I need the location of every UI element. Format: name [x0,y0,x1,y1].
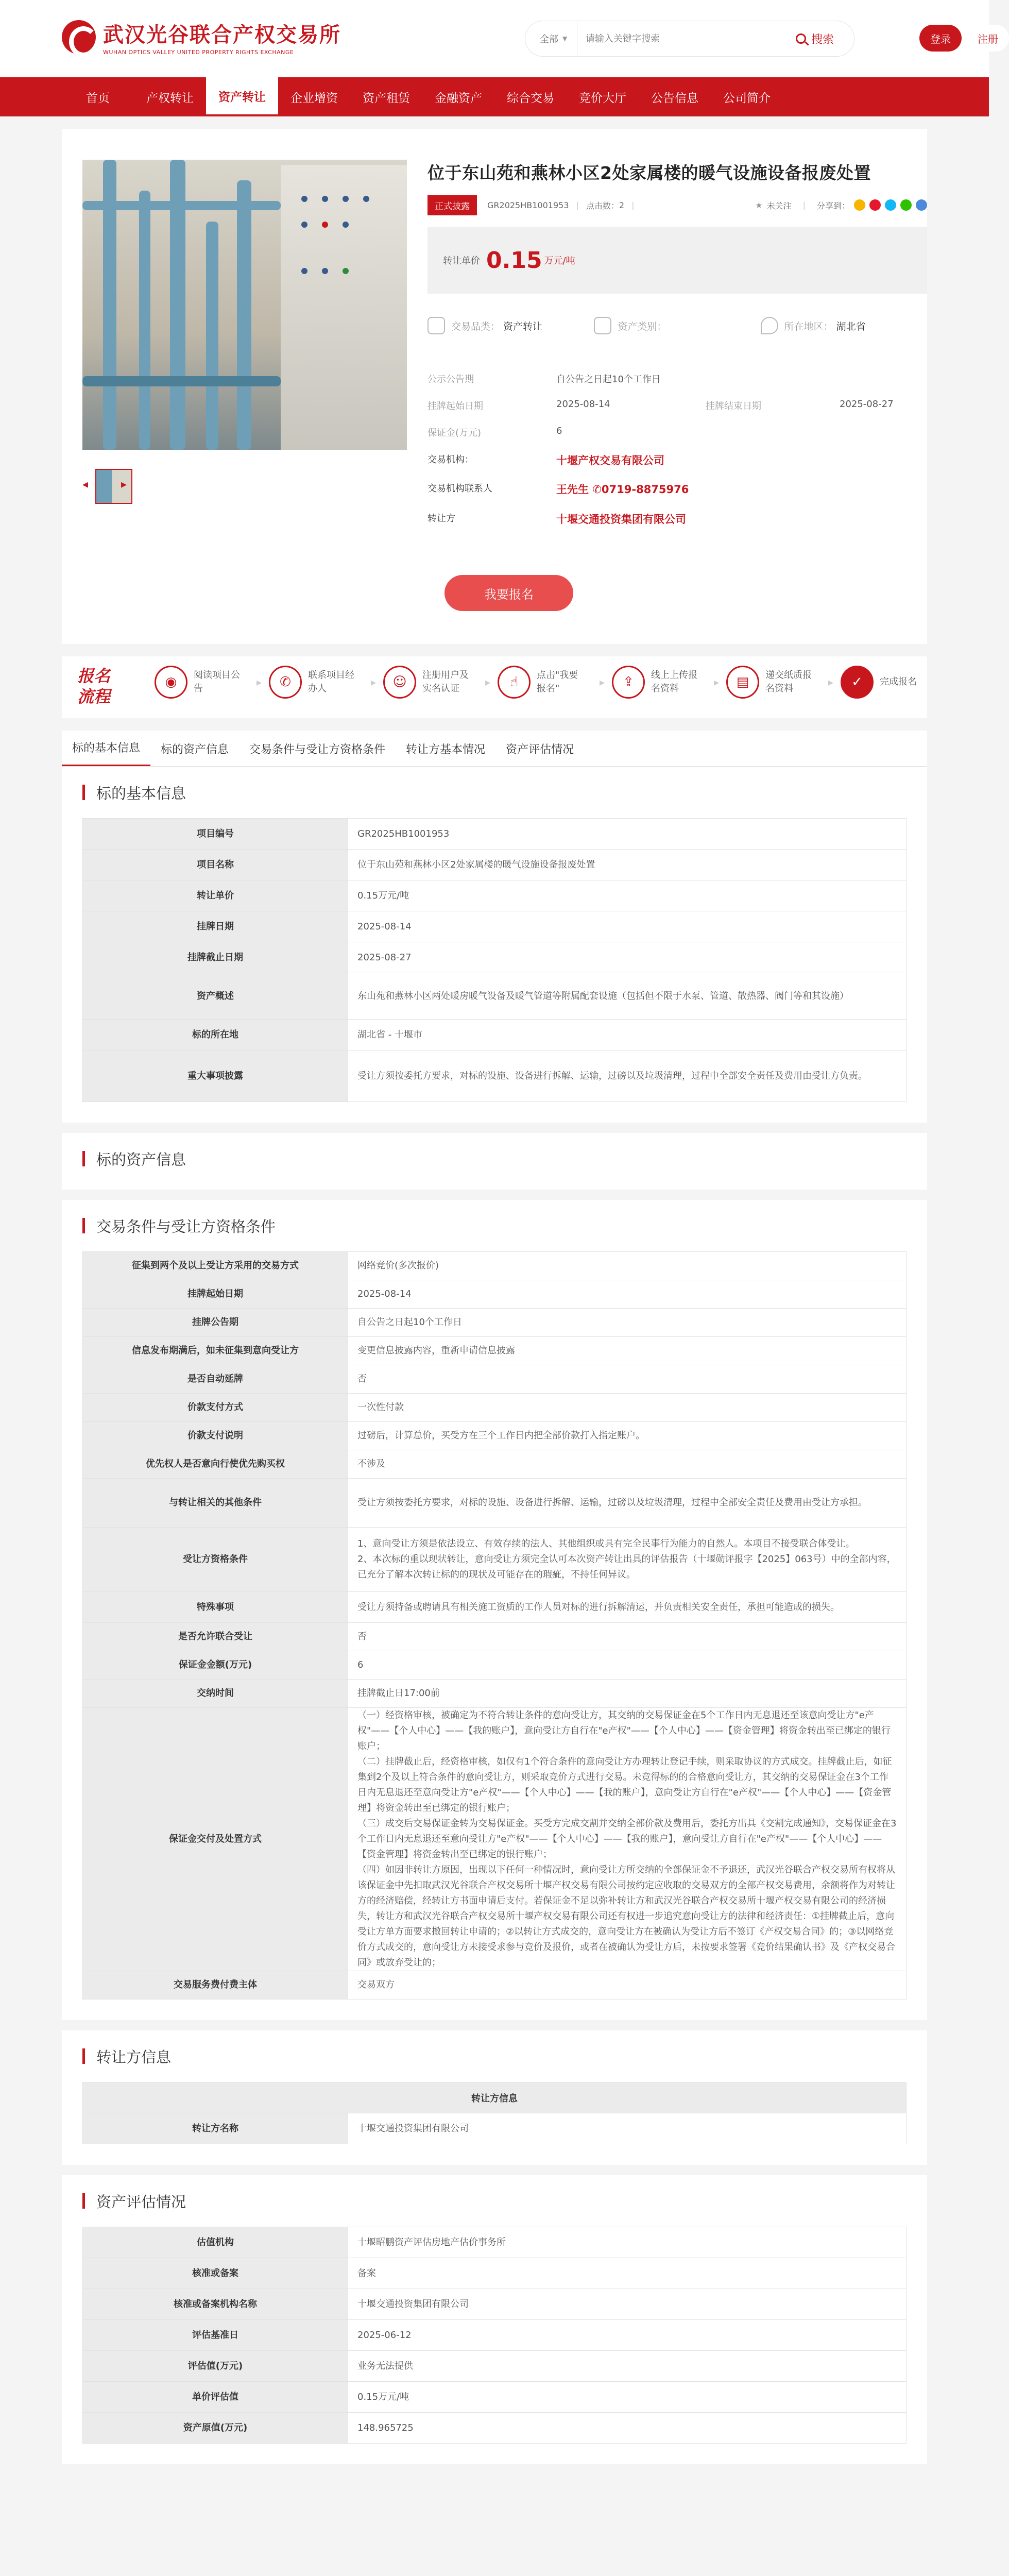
tab-item[interactable]: 交易条件与受让方资格条件 [249,743,386,756]
row-value: 0.15万元/吨 [348,880,907,911]
row-value: GR2025HB1001953 [348,819,907,850]
share-qq-icon[interactable] [885,199,896,211]
section-title: 标的基本信息 [96,784,186,802]
row-label: 评估基准日 [83,2320,348,2351]
section-title: 标的资产信息 [96,1150,186,1168]
search-bar [525,21,854,57]
trade-org-row: 交易机构： 十堰产权交易有限公司 [427,454,664,467]
row-value: 受让方须按委托方要求，对标的设施、设备进行拆解、运输，过磅以及垃圾清理，过程中全部安全责任及费用由受让方承担。 [348,1479,907,1528]
row-label: 优先权人是否意向行使优先购买权 [83,1450,348,1479]
nav-item[interactable]: 公告信息 [651,91,698,105]
section-evaluation [62,2175,927,2464]
project-main-photo[interactable] [82,160,407,450]
row-value: 备案 [348,2258,907,2289]
top-header [0,0,998,77]
row-label: 挂牌起始日期 [83,1280,348,1309]
price-box [427,227,927,294]
check-icon: ✓ [841,666,874,699]
row-value: 2025-08-27 [348,942,907,973]
nav-item[interactable]: 资产租赁 [363,91,410,105]
eye-icon: ◉ [155,666,187,699]
row-label: 项目编号 [83,819,348,850]
arrow-right-icon: ▸ [256,676,262,688]
table-row [83,1592,907,1623]
nav-item[interactable]: 企业增资 [290,91,338,105]
flow-step-label: 递交纸质报名资料 [765,670,812,694]
table-row [83,1971,907,1999]
table-row [83,2320,907,2351]
table-row [83,1309,907,1337]
row-value: 业务无法提供 [348,2351,907,2382]
row-value: 2025-06-12 [348,2320,907,2351]
project-detail-card [62,129,927,644]
row-label: 估值机构 [83,2227,348,2258]
flow-step-label: 完成报名 [880,676,917,687]
row-label: 价款支付方式 [83,1394,348,1422]
user-register-icon: ☺ [383,666,416,699]
row-label: 保证金金额(万元) [83,1651,348,1680]
share-label: 分享到： [816,200,850,211]
row-value: 东山苑和燕林小区两处暖房暖气设备及暖气管道等附属配套设施（包括但不限于水泵、管道、散热器、阀门等和其设施） [348,973,907,1020]
row-label: 交纳时间 [83,1680,348,1708]
table-row [83,1020,907,1050]
table-row [83,1337,907,1365]
row-value: （一）经资格审核，被确定为不符合转让条件的意向受让方，其交纳的交易保证金在5个工作日内无息退还至该意向受让方"e产权"——【个人中心】——【我的账户】，意向受让方自行在"e产权"——【个人中心】——【资金管理】将资金转出至已绑定的银行账户； （二）挂牌截止后，经资格审核，如仅有1个符合条件的意向受让方办理转让登记手续，则采取协议的方式成交。挂牌截止后，如征集到2个及以上符合条件的意向受让方，则采取竞价方式进行交易。未竞得标的的合格意向受让方，其交纳的交易保证金在3个工作日内无息退还至意向受让方"e产权"——【个人中心】——【我的账户】，意向受让方自行在"e产权"——【个人中心】——【资金管理】将资金转出至已绑定的银行账户； （三）成交后交易保证金转为交易保证金。买受方完成交割并交纳全部价款及费用后，委托方出具《交割完成通知》，交易保证金在3个工作日内无息退还至意向受让方"e产权"——【个人中心】——【我的账户】，意向受让方自行在"e产权"——【个人中心】——【资金管理】将资金转出至已绑定的银行账户； （四）如因非转让方原因，出现以下任何一种情况时，意向受让方所交纳的全部保证金不予退还，武汉光谷联合产权交易所有权将从该保证金中先扣取武汉光谷联合产权交易所十堰产权交易有限公司按约定应收取的交易双方的全部产权交易费用，余额将作为对转让方的经济赔偿，经转让方书面申请后支付。若保证金不足以弥补转让方和武汉光谷联合产权交易所十堰产权交易有限公司的经济损失，转让方和武汉光谷联合产权交易所十堰产权交易有限公司还有权进一步追究意向受让方的法律和经济责任：①挂牌截止后，意向受让方单方面要求撤回转让申请的；②以转让方式成交的，意向受让方在被确认为受让方后不签订《产权交易合同》的；③以网络竞价方式成交的，意向受让方未接受求参与竞价及报价，或者在被确认为受让方后，未按要求签署《竞价结果确认书》及《产权交易合同》或放弃受让的； [348,1708,907,1971]
tab-item[interactable]: 标的资产信息 [161,743,229,756]
contact-phone[interactable]: 0719-8875976 [601,483,689,496]
table-row [83,1623,907,1651]
table-row [83,850,907,880]
main-nav [0,77,989,116]
row-value: 2025-08-14 [348,911,907,942]
apply-button[interactable]: 我要报名 [444,575,573,611]
search-category-select[interactable]: 全部 ▼ [540,34,568,45]
seller-table-header: 转让方信息 [83,2082,907,2113]
flow-step-label: 注册用户及实名认证 [422,670,469,694]
row-label: 单价评估值 [83,2382,348,2413]
flow-step [269,666,383,699]
project-title: 位于东山苑和燕林小区2处家属楼的暖气设施设备报废处置 [427,163,871,183]
section-title: 交易条件与受让方资格条件 [96,1217,276,1235]
row-value: 否 [348,1365,907,1394]
seller-table [82,2082,907,2144]
row-label: 保证金交付及处置方式 [83,1708,348,1971]
row-label: 挂牌日期 [83,911,348,942]
table-row [83,911,907,942]
nav-item[interactable]: 资产转让 [206,77,278,116]
table-row [83,1050,907,1102]
row-label: 资产原值(万元) [83,2413,348,2444]
tab-item[interactable]: 转让方基本情况 [406,743,486,756]
row-value: 十堰交通投资集团有限公司 [348,2113,907,2144]
basic-info-table [82,818,907,1102]
row-label: 资产概述 [83,973,348,1020]
location-pin-icon [761,317,778,334]
thumb-prev-arrow-icon[interactable]: ◂ [82,478,89,491]
row-value: 2025-08-14 [348,1280,907,1309]
flow-step-label: 点击"我要报名" [537,670,578,694]
row-value: 位于东山苑和燕林小区2处家属楼的暖气设施设备报废处置 [348,850,907,880]
table-row [83,819,907,850]
flow-step [155,666,269,699]
flow-step [383,666,498,699]
asset-type-icon [594,317,611,334]
row-value: 否 [348,1623,907,1651]
row-value: 6 [348,1651,907,1680]
arrow-right-icon: ▸ [370,676,376,688]
row-value: 受让方须持备或聘请具有相关施工资质的工作人员对标的进行拆解清运，并负责相关安全责任，承担可能造成的损失。 [348,1592,907,1623]
row-label: 价款支付说明 [83,1422,348,1450]
row-label: 挂牌截止日期 [83,942,348,973]
region-value: 湖北省 [836,320,866,332]
table-row [83,942,907,973]
flow-step [612,666,726,699]
arrow-right-icon: ▸ [485,676,490,688]
table-row [83,1422,907,1450]
follow-button[interactable]: 未关注 [766,200,792,211]
row-value: 十堰昭鹏资产评估房地产估价事务所 [348,2227,907,2258]
clicks-label: 点击数： [586,200,619,211]
price-unit: 万元/吨 [544,256,575,266]
row-value: 受让方须按委托方要求，对标的设施、设备进行拆解、运输，过磅以及垃圾清理，过程中全部安全责任及费用由受让方负责。 [348,1050,907,1102]
paper-icon: ▤ [726,666,759,699]
flow-step-label: 联系项目经办人 [308,670,354,694]
row-label: 挂牌公告期 [83,1309,348,1337]
evaluation-table [82,2227,907,2444]
row-value: 一次性付款 [348,1394,907,1422]
table-row [83,1365,907,1394]
tab-item[interactable]: 资产评估情况 [506,743,574,756]
seller-row: 转让方 十堰交通投资集团有限公司 [427,513,686,526]
arrow-right-icon: ▸ [828,676,833,688]
row-value: 十堰交通投资集团有限公司 [348,2289,907,2320]
table-row [83,2351,907,2382]
row-label: 核准或备案 [83,2258,348,2289]
table-row [83,2289,907,2320]
logo-title: 武汉光谷联合产权交易所 [103,23,341,47]
section-basic-info [62,767,927,1123]
thumb-next-arrow-icon[interactable]: ▸ [121,478,127,491]
contact-name: 王先生 [556,483,589,496]
trade-conditions-table [82,1251,907,1999]
row-value: 不涉及 [348,1450,907,1479]
trade-category-icon [427,317,445,334]
photo-thumbnail[interactable] [95,469,132,504]
listing-dates-row: 挂牌起始日期 2025-08-14 挂牌结束日期 2025-08-27 [427,399,894,412]
logo-mark-icon [62,20,96,54]
row-label: 标的所在地 [83,1020,348,1050]
table-row [83,1680,907,1708]
table-row [83,2113,907,2144]
table-row [83,1479,907,1528]
nav-item[interactable]: 首页 [86,91,110,105]
content-tabs [62,731,927,767]
row-label: 核准或备案机构名称 [83,2289,348,2320]
price-label: 转让单价 [443,256,480,266]
table-row [83,1528,907,1592]
row-label: 是否允许联合受让 [83,1623,348,1651]
tab-item[interactable]: 标的基本信息 [62,739,150,766]
photo-thumbnails [82,464,407,510]
price-value: 0.15 [486,247,542,274]
click-icon: ☝ [498,666,531,699]
register-button[interactable]: 注册 [967,25,1009,52]
chevron-down-icon: ▼ [562,35,568,42]
row-value: 挂牌截止日17:00前 [348,1680,907,1708]
flow-step [841,666,955,699]
flow-step [726,666,841,699]
share-wechat-icon[interactable] [900,199,912,211]
star-icon[interactable]: ★ [755,200,763,210]
arrow-right-icon: ▸ [599,676,605,688]
row-label: 特殊事项 [83,1592,348,1623]
row-value: 148.965725 [348,2413,907,2444]
table-row [83,2258,907,2289]
status-badge: 正式披露 [427,195,477,215]
search-input[interactable] [577,21,776,56]
table-row [83,2413,907,2444]
row-label: 评估值(万元) [83,2351,348,2382]
category-row: 交易品类： 资产转让 资产类别： 所在地区： 湖北省 [427,317,927,334]
share-weibo-icon[interactable] [869,199,881,211]
search-button[interactable]: 搜索 [776,21,854,56]
login-button[interactable]: 登录 [919,25,962,52]
section-title: 转让方信息 [96,2048,172,2066]
nav-item[interactable]: 公司简介 [723,91,771,105]
row-value: 过磅后，计算总价，买受方在三个工作日内把全部价款打入指定账户。 [348,1422,907,1450]
clicks-count: 2 [619,200,625,210]
table-row [83,1394,907,1422]
row-label: 转让方名称 [83,2113,348,2144]
project-meta: 正式披露 GR2025HB1001953 | 点击数： 2 | ★ 未关注 | 分享到： [427,195,927,215]
table-row [83,2227,907,2258]
row-value: 0.15万元/吨 [348,2382,907,2413]
flow-step [498,666,612,699]
section-title: 资产评估情况 [96,2193,186,2211]
row-value: 网络竞价(多次报价) [348,1252,907,1280]
nav-item[interactable]: 综合交易 [507,91,554,105]
search-icon [796,33,806,44]
phone-icon: ✆ [269,666,302,699]
logo-subtitle: WUHAN OPTICS VALLEY UNITED PROPERTY RIGHTS EXCHANGE [103,49,294,56]
row-label: 转让单价 [83,880,348,911]
table-row [83,880,907,911]
table-row [83,1252,907,1280]
flow-label: 报名 流程 [77,666,111,706]
nav-item[interactable]: 金融资产 [435,91,482,105]
site-logo[interactable] [62,19,341,56]
row-label: 项目名称 [83,850,348,880]
row-value: 自公告之日起10个工作日 [348,1309,907,1337]
phone-icon: ✆ [592,483,602,496]
section-trade-conditions [62,1200,927,2020]
section-seller-info [62,2030,927,2165]
row-label: 交易服务费付费主体 [83,1971,348,1999]
flow-step-label: 线上上传报名资料 [651,670,697,694]
row-label: 征集到两个及以上受让方采用的交易方式 [83,1252,348,1280]
project-number: GR2025HB1001953 [487,200,569,210]
table-row [83,1280,907,1309]
table-row [83,1450,907,1479]
table-row [83,973,907,1020]
table-row [83,2382,907,2413]
row-label: 受让方资格条件 [83,1528,348,1592]
row-label: 信息发布期满后，如未征集到意向受让方 [83,1337,348,1365]
flow-step-label: 阅读项目公告 [194,670,240,694]
upload-icon: ⇪ [612,666,645,699]
row-label: 是否自动延牌 [83,1365,348,1394]
deposit-row: 保证金(万元) 6 [427,426,562,438]
row-value: 变更信息披露内容，重新申请信息披露 [348,1337,907,1365]
row-label: 与转让相关的其他条件 [83,1479,348,1528]
registration-flow [62,656,927,718]
row-value: 交易双方 [348,1971,907,1999]
nav-item[interactable]: 竞价大厅 [579,91,626,105]
share-more-icon[interactable] [916,199,927,211]
row-value: 1、意向受让方须是依法设立、有效存续的法人、其他组织或具有完全民事行为能力的自然人。本项目不接受联合体受让。 2、本次标的重以现状转让，意向受让方须完全认可本次资产转让出具的评估报告（十堰勋评报字【2025】063号）中的全部内容，已充分了解本次转让标的的现状及可能存在的瑕疵，不持任何异议。 [348,1528,907,1592]
table-row [83,1708,907,1971]
row-value: 湖北省 - 十堰市 [348,1020,907,1050]
row-label: 重大事项披露 [83,1050,348,1102]
contact-row: 交易机构联系人 王先生 ✆0719-8875976 [427,483,689,496]
nav-item[interactable]: 产权转让 [146,91,194,105]
section-asset-info [62,1133,927,1190]
arrow-right-icon: ▸ [713,676,719,688]
share-qzone-icon[interactable] [854,199,865,211]
trade-category-value: 资产转让 [503,320,543,332]
table-row [83,1651,907,1680]
notice-period-row: 公示公告期 自公告之日起10个工作日 [427,374,661,385]
